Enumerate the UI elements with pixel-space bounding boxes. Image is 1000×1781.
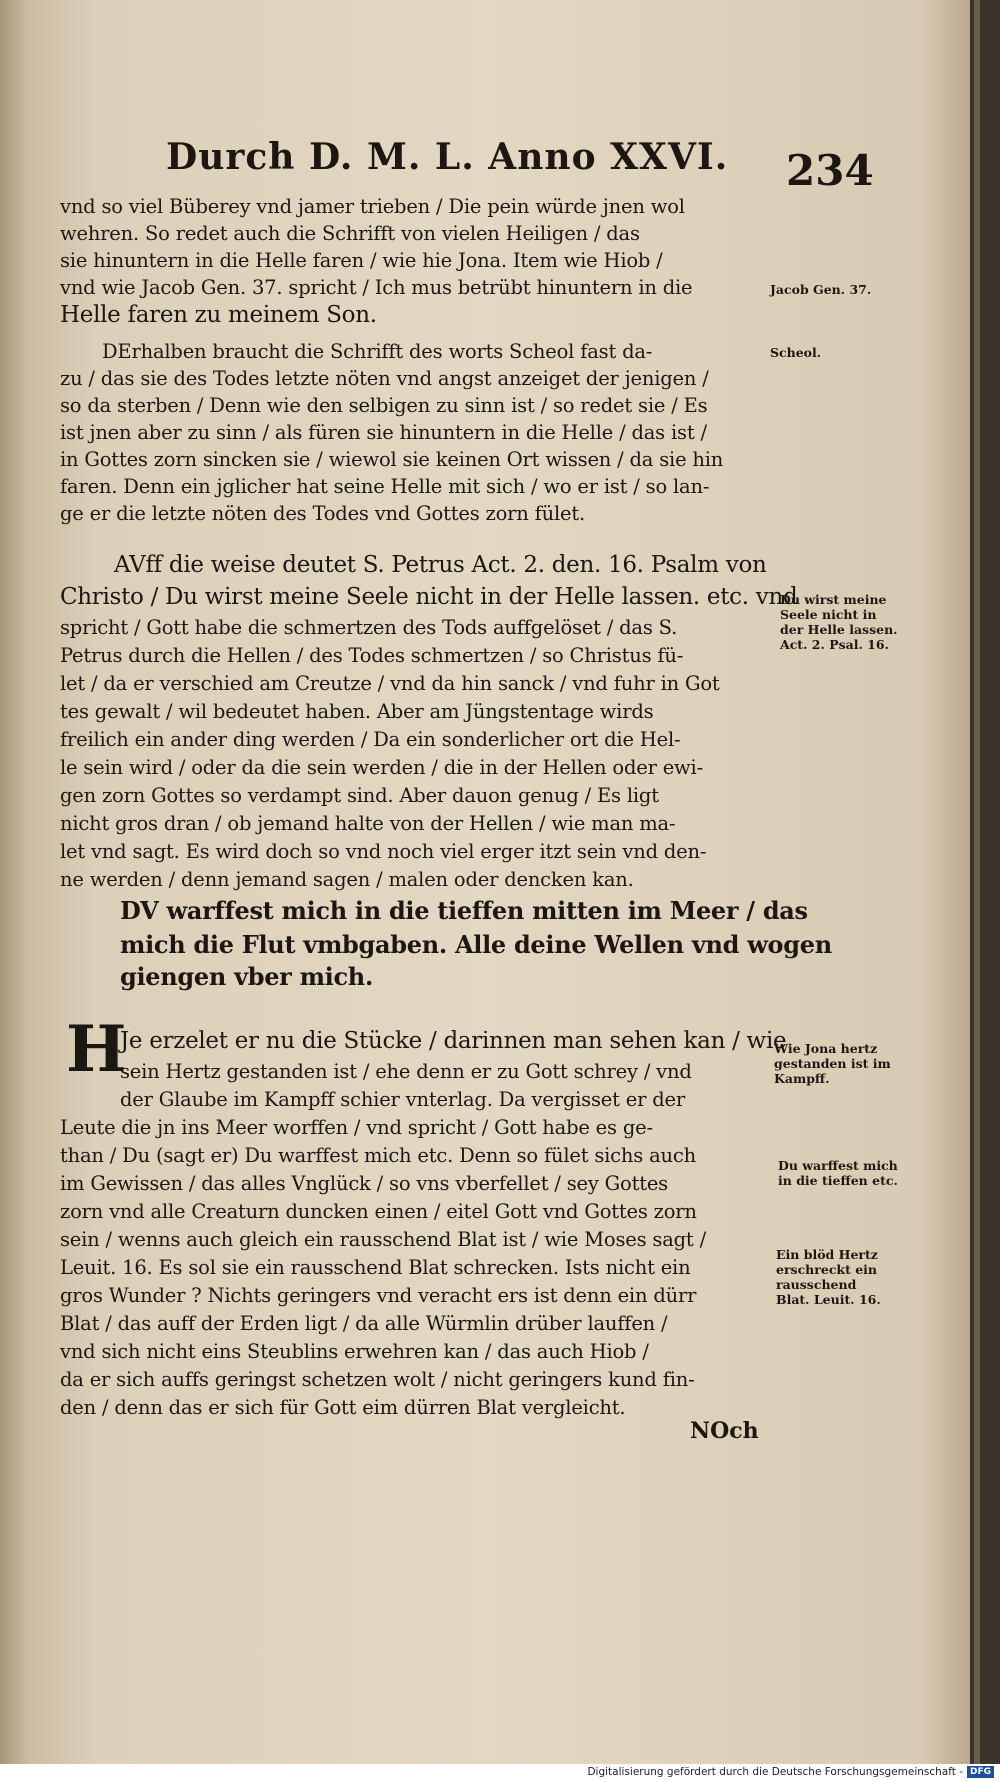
text-line: ist jnen aber zu sinn / als füren sie hinuntern in die Helle / das ist / [60, 421, 707, 444]
text-line: Petrus durch die Hellen / des Todes schmertzen / so Christus fü- [60, 644, 684, 667]
text-line: Je erzelet er nu die Stücke / darinnen man sehen kan / wie [120, 1028, 787, 1054]
margin-note: Jacob Gen. 37. [770, 282, 872, 297]
text-line: faren. Denn ein jglicher hat seine Helle mit sich / wo er ist / so lan- [60, 475, 710, 498]
text-line: vnd sich nicht eins Steublins erwehren kan / das auch Hiob / [60, 1340, 649, 1363]
running-title: Durch D. M. L. Anno XXVI. [166, 136, 729, 178]
margin-note: Du warffest mich in die tieffen etc. [778, 1158, 898, 1188]
text-line: sie hinuntern in die Helle faren / wie hie Jona. Item wie Hiob / [60, 249, 663, 272]
text-line: sein / wenns auch gleich ein rausschend Blat ist / wie Moses sagt / [60, 1228, 706, 1251]
text-line: Helle faren zu meinem Son. [60, 302, 377, 328]
text-line: zu / das sie des Todes letzte nöten vnd angst anzeiget der jenigen / [60, 367, 709, 390]
text-line: da er sich auffs geringst schetzen wolt / nicht geringers kund fin- [60, 1368, 695, 1391]
text-line: vnd so viel Büberey vnd jamer trieben / Die pein würde jnen wol [60, 195, 685, 218]
margin-note: Ein blöd Hertz erschreckt ein rausschend Blat. Leuit. 16. [776, 1247, 881, 1307]
catchword: NOch [690, 1418, 759, 1444]
text-line: DErhalben braucht die Schrifft des worts Scheol fast da- [102, 340, 653, 363]
text-line: Leuit. 16. Es sol sie ein rausschend Blat schrecken. Ists nicht ein [60, 1256, 691, 1279]
text-line: le sein wird / oder da die sein werden / die in der Hellen oder ewi- [60, 756, 703, 779]
margin-note: Wie Jona hertz gestanden ist im Kampff. [774, 1041, 891, 1086]
text-line: Leute die jn ins Meer worffen / vnd spricht / Gott habe es ge- [60, 1116, 653, 1139]
drop-cap: H [66, 1012, 127, 1087]
text-line: let vnd sagt. Es wird doch so vnd noch viel erger itzt sein vnd den- [60, 840, 707, 863]
page-number: 234 [786, 146, 874, 195]
text-line: AVff die weise deutet S. Petrus Act. 2. den. 16. Psalm von [114, 552, 767, 578]
text-line: so da sterben / Denn wie den selbigen zu sinn ist / so redet sie / Es [60, 394, 708, 417]
footer-credit-text: Digitalisierung gefördert durch die Deutsche Forschungsgemeinschaft - [587, 1766, 963, 1778]
text-line: than / Du (sagt er) Du warffest mich etc. Denn so fület sichs auch [60, 1144, 696, 1167]
text-line: den / denn das er sich für Gott eim dürren Blat vergleicht. [60, 1396, 626, 1419]
text-line: nicht gros dran / ob jemand halte von der Hellen / wie man ma- [60, 812, 676, 835]
text-line: der Glaube im Kampff schier vnterlag. Da vergisset er der [120, 1088, 685, 1111]
text-line: gros Wunder ? Nichts geringers vnd veracht ers ist denn ein dürr [60, 1284, 697, 1307]
text-line: vnd wie Jacob Gen. 37. spricht / Ich mus betrübt hinuntern in die [60, 276, 693, 299]
text-line: wehren. So redet auch die Schrifft von vielen Heiligen / das [60, 222, 640, 245]
text-line: spricht / Gott habe die schmertzen des Tods auffgelöset / das S. [60, 616, 678, 639]
text-line: in Gottes zorn sincken sie / wiewol sie keinen Ort wissen / da sie hin [60, 448, 724, 471]
scripture-line: giengen vber mich. [120, 962, 373, 991]
text-line: ne werden / denn jemand sagen / malen oder dencken kan. [60, 868, 634, 891]
margin-note: Scheol. [770, 345, 822, 360]
text-line: tes gewalt / wil bedeutet haben. Aber am Jüngstentage wirds [60, 700, 654, 723]
text-line: Christo / Du wirst meine Seele nicht in der Helle lassen. etc. vnd [60, 584, 798, 610]
margin-note: Du wirst meine Seele nicht in der Helle lassen. Act. 2. Psal. 16. [780, 592, 898, 652]
scripture-line: mich die Flut vmbgaben. Alle deine Wellen vnd wogen [120, 930, 832, 959]
text-line: sein Hertz gestanden ist / ehe denn er zu Gott schrey / vnd [120, 1060, 692, 1083]
text-line: im Gewissen / das alles Vnglück / so vns vberfellet / sey Gottes [60, 1172, 668, 1195]
text-line: zorn vnd alle Creaturn duncken einen / eitel Gott vnd Gottes zorn [60, 1200, 697, 1223]
text-line: gen zorn Gottes so verdampt sind. Aber dauon genug / Es ligt [60, 784, 659, 807]
text-line: Blat / das auff der Erden ligt / da alle Würmlin drüber lauffen / [60, 1312, 668, 1335]
text-line: freilich ein ander ding werden / Da ein sonderlicher ort die Hel- [60, 728, 681, 751]
scripture-line: DV warffest mich in die tieffen mitten im Meer / das [120, 896, 808, 925]
text-line: ge er die letzte nöten des Todes vnd Gottes zorn fület. [60, 502, 585, 525]
text-line: let / da er verschied am Creutze / vnd da hin sanck / vnd fuhr in Got [60, 672, 720, 695]
dfg-logo: DFG [967, 1766, 994, 1778]
footer-credit [587, 1764, 994, 1781]
